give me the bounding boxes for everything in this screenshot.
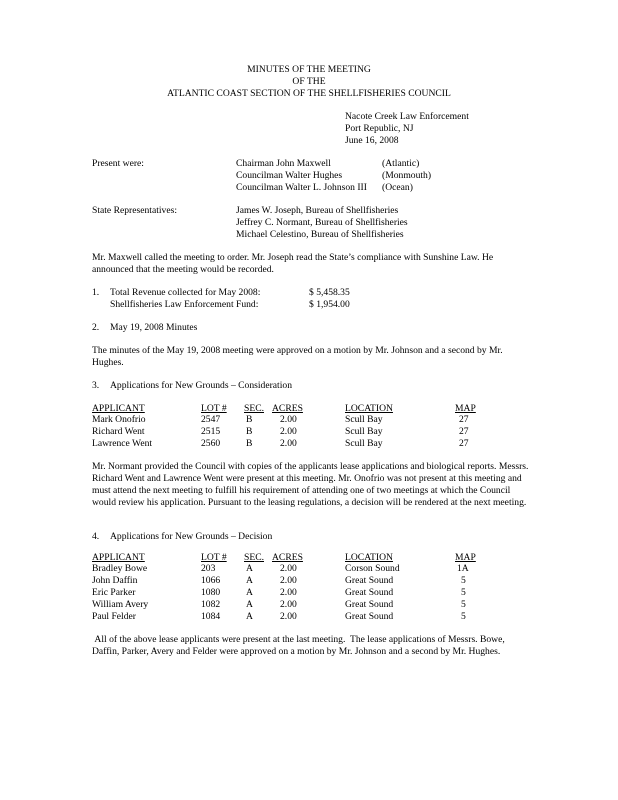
cell-map: 5 (461, 611, 466, 622)
cell-sec: A (246, 587, 253, 598)
col-header-sec: SEC. (244, 403, 264, 414)
cell-sec: A (246, 563, 253, 574)
cell-sec: A (246, 611, 253, 622)
cell-lot: 1082 (201, 599, 221, 610)
revenue-value: $ 5,458.35 (309, 287, 350, 298)
opening-paragraph: Mr. Maxwell called the meeting to order. Mr. Joseph read the State’s compliance with Sunshine Law. He announced that the meeting would be recorded. (92, 252, 494, 275)
item-number: 2. (92, 322, 100, 333)
cell-lot: 1080 (201, 587, 221, 598)
cell-applicant: Mark Onofrio (92, 414, 146, 425)
item-title: Applications for New Grounds – Decision (110, 531, 273, 542)
cell-map: 5 (461, 587, 466, 598)
member-area: (Atlantic) (382, 158, 420, 169)
cell-location: Scull Bay (345, 438, 383, 449)
minutes-paragraph: The minutes of the May 19, 2008 meeting were approved on a motion by Mr. Johnson and a second by Mr. Hughes. (92, 345, 503, 368)
col-header-applicant: APPLICANT (92, 403, 145, 414)
revenue-label: Total Revenue collected for May 2008: (110, 287, 261, 298)
state-rep-name: Michael Celestino, Bureau of Shellfisheries (236, 229, 404, 240)
cell-map: 1A (457, 563, 469, 574)
cell-applicant: Lawrence Went (92, 438, 153, 449)
cell-map: 5 (461, 575, 466, 586)
cell-applicant: John Daffin (92, 575, 138, 586)
meeting-date: June 16, 2008 (345, 135, 399, 146)
cell-acres: 2.00 (280, 575, 297, 586)
cell-applicant: Paul Felder (92, 611, 136, 622)
location-city: Port Republic, NJ (345, 123, 414, 134)
col-header-map: MAP (455, 552, 476, 563)
cell-map: 27 (459, 426, 469, 437)
cell-sec: A (246, 575, 253, 586)
cell-acres: 2.00 (280, 611, 297, 622)
cell-location: Great Sound (345, 611, 394, 622)
title-line-3: ATLANTIC COAST SECTION OF THE SHELLFISHERIES COUNCIL (167, 88, 451, 99)
cell-acres: 2.00 (280, 438, 297, 449)
col-header-sec: SEC. (244, 552, 264, 563)
present-label: Present were: (92, 158, 144, 169)
member-area: (Ocean) (382, 182, 413, 193)
cell-lot: 1066 (201, 575, 221, 586)
cell-location: Corson Sound (345, 563, 400, 574)
cell-applicant: Eric Parker (92, 587, 136, 598)
member-name: Councilman Walter L. Johnson III (236, 182, 367, 193)
fund-label: Shellfisheries Law Enforcement Fund: (110, 299, 259, 310)
cell-acres: 2.00 (280, 587, 297, 598)
item-number: 4. (92, 531, 100, 542)
cell-acres: 2.00 (280, 426, 297, 437)
fund-value: $ 1,954.00 (309, 299, 350, 310)
cell-sec: A (246, 599, 253, 610)
title-line-2: OF THE (292, 76, 326, 87)
cell-location: Great Sound (345, 599, 394, 610)
col-header-applicant: APPLICANT (92, 552, 145, 563)
cell-location: Scull Bay (345, 426, 383, 437)
col-header-acres: ACRES (272, 403, 303, 414)
item-number: 3. (92, 380, 100, 391)
cell-map: 5 (461, 599, 466, 610)
cell-lot: 2547 (201, 414, 221, 425)
col-header-map: MAP (455, 403, 476, 414)
cell-applicant: William Avery (92, 599, 149, 610)
member-area: (Monmouth) (382, 170, 432, 181)
cell-acres: 2.00 (280, 563, 297, 574)
cell-acres: 2.00 (280, 599, 297, 610)
col-header-location: LOCATION (345, 403, 393, 414)
cell-location: Scull Bay (345, 414, 383, 425)
state-rep-name: Jeffrey C. Normant, Bureau of Shellfisheries (236, 217, 408, 228)
state-rep-name: James W. Joseph, Bureau of Shellfisheries (236, 205, 399, 216)
consideration-paragraph: Mr. Normant provided the Council with copies of the applicants lease applications and biological reports. Messrs. Richard Went and Lawrence Went were present at this meeting. Mr. Onofrio was not present at this meeting and must attend the next meeting to fulfill his requirement of attending one of two meetings at which the Council would review his application. Pursuant to the leasing regulations, a decision will be rendered at the next meeting. (92, 461, 529, 508)
cell-applicant: Richard Went (92, 426, 145, 437)
item-number: 1. (92, 287, 100, 298)
cell-applicant: Bradley Bowe (92, 563, 148, 574)
cell-location: Great Sound (345, 575, 394, 586)
cell-sec: B (246, 438, 253, 449)
cell-acres: 2.00 (280, 414, 297, 425)
member-name: Chairman John Maxwell (236, 158, 331, 169)
location-place: Nacote Creek Law Enforcement (345, 111, 469, 122)
cell-lot: 2515 (201, 426, 221, 437)
cell-lot: 203 (201, 563, 216, 574)
state-reps-label: State Representatives: (92, 205, 177, 216)
col-header-lot: LOT # (201, 403, 227, 414)
col-header-acres: ACRES (272, 552, 303, 563)
cell-map: 27 (459, 414, 469, 425)
col-header-location: LOCATION (345, 552, 393, 563)
col-header-lot: LOT # (201, 552, 227, 563)
title-line-1: MINUTES OF THE MEETING (247, 64, 371, 75)
member-name: Councilman Walter Hughes (236, 170, 343, 181)
cell-sec: B (246, 426, 253, 437)
cell-lot: 2560 (201, 438, 221, 449)
cell-location: Great Sound (345, 587, 394, 598)
item-title: May 19, 2008 Minutes (110, 322, 198, 333)
item-title: Applications for New Grounds – Consideration (110, 380, 292, 391)
cell-map: 27 (459, 438, 469, 449)
decision-paragraph: All of the above lease applicants were present at the last meeting. The lease applications of Messrs. Bowe, Daffin, Parker, Avery and Felder were approved on a motion by Mr. Johnson and a second by Mr. Hughes. (92, 634, 508, 657)
cell-sec: B (246, 414, 253, 425)
cell-lot: 1084 (201, 611, 221, 622)
